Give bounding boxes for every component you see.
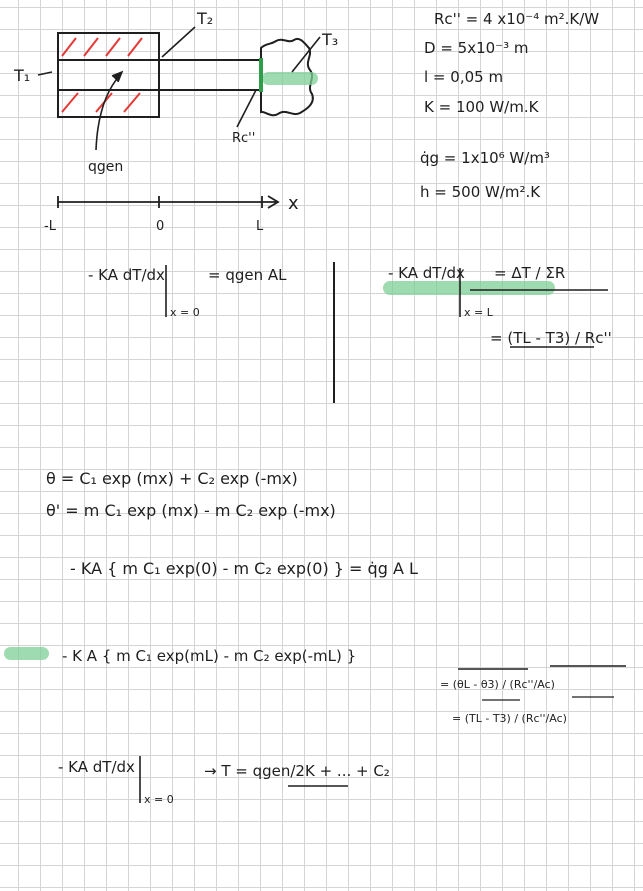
leader-t2 [162, 27, 195, 57]
leader-t3 [292, 37, 320, 72]
eq-left-rhs: = qgen AL [208, 266, 287, 284]
highlight-bar-right-eq [383, 281, 555, 295]
given-h: h = 500 W/m².K [420, 183, 541, 201]
eq-left-eval: x = 0 [170, 306, 200, 319]
label-qgen: qgen [88, 159, 124, 175]
tick-neg-l: -L [44, 219, 56, 234]
tick-zero: 0 [156, 219, 165, 234]
leader-qgen [96, 75, 120, 150]
highlight-bar-diagram [262, 72, 318, 85]
given-qg: q̇g = 1x10⁶ W/m³ [420, 149, 550, 167]
eq-theta-prime: θ' = m C₁ exp (mx) - m C₂ exp (-mx) [46, 501, 336, 520]
arrowhead-qgen [112, 72, 122, 82]
eq-right-lhs: - KA dT/dx [388, 264, 465, 282]
eq-boundary-zero: - KA { m C₁ exp(0) - m C₂ exp(0) } = q̇g A L [70, 559, 418, 578]
eq-right-rhs1: = ΔT / ΣR [494, 264, 566, 282]
eq-right-eval: x = L [464, 306, 493, 319]
eq-left-lhs: - KA dT/dx [88, 266, 165, 284]
heated-block [58, 33, 159, 117]
tick-l: L [256, 219, 264, 234]
eq4-mid: = (θL - θ3) / (Rc''/Ac) [440, 678, 555, 691]
given-values [420, 10, 599, 201]
label-t2: T₂ [197, 9, 214, 28]
eq5-lhs: - KA dT/dx [58, 758, 135, 776]
leader-rc [237, 90, 256, 127]
highlight-bar-eq4 [4, 647, 49, 660]
eq4-rhs: = (TL - T3) / (Rc''/Ac) [452, 712, 567, 725]
leader-t1 [38, 72, 52, 75]
given-k: K = 100 W/m.K [424, 98, 539, 116]
label-rc: Rc'' [232, 131, 256, 146]
eq5-eval: x = 0 [144, 793, 174, 806]
axis-label-x: x [288, 193, 299, 214]
given-d: D = 5x10⁻³ m [424, 39, 529, 57]
eq5-rhs: → T = qgen/2K + ... + C₂ [204, 762, 390, 780]
label-t1: T₁ [14, 66, 31, 85]
eq-theta: θ = C₁ exp (mx) + C₂ exp (-mx) [46, 469, 298, 488]
given-l: l = 0,05 m [424, 68, 504, 86]
eq-right-rhs2: = (TL - T3) / Rc'' [490, 329, 612, 347]
label-t3: T₃ [322, 30, 339, 49]
hatch-marks [62, 38, 142, 112]
given-rc: Rc'' = 4 x10⁻⁴ m².K/W [434, 10, 600, 28]
eq4-lhs: - K A { m C₁ exp(mL) - m C₂ exp(-mL) } [62, 647, 357, 665]
x-axis [58, 196, 278, 208]
